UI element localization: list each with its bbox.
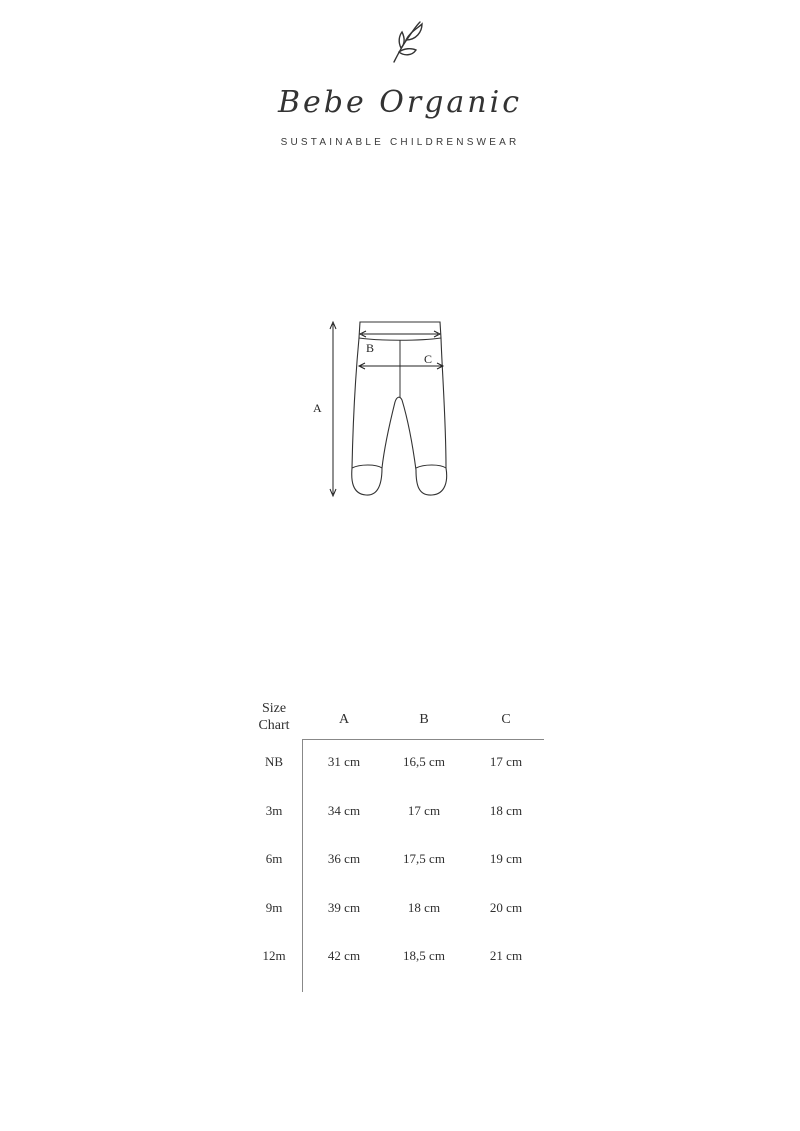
size-chart-title: Size Chart	[258, 701, 290, 733]
a-cell: 42 cm	[327, 948, 361, 963]
label-b: B	[366, 341, 375, 355]
brand-tagline: SUSTAINABLE CHILDRENSWEAR	[280, 137, 520, 148]
size-cell: 9m	[265, 899, 283, 915]
size-chart-body	[246, 754, 546, 997]
pants-measurement-diagram	[300, 310, 480, 510]
c-cell: 19 cm	[489, 851, 523, 866]
label-c: C	[424, 352, 433, 366]
b-cell: 18 cm	[407, 899, 441, 915]
a-cell: 34 cm	[327, 802, 361, 818]
column-header-b: B	[419, 712, 429, 727]
size-chart-table	[246, 700, 546, 963]
b-cell: 18,5 cm	[403, 948, 445, 963]
leaf-logo-icon	[386, 18, 426, 66]
a-cell: 39 cm	[327, 899, 361, 915]
table-row	[246, 900, 546, 949]
c-cell: 20 cm	[489, 899, 523, 915]
c-cell: 18 cm	[489, 802, 523, 818]
brand-logo-text	[270, 80, 530, 124]
table-row	[246, 851, 546, 900]
b-cell: 17 cm	[407, 802, 441, 818]
size-cell: 12m	[262, 948, 286, 963]
table-row	[246, 803, 546, 852]
brand-name: Bebe Organic	[277, 85, 523, 120]
table-row	[246, 754, 546, 803]
a-cell: 31 cm	[327, 754, 361, 769]
a-cell: 36 cm	[327, 851, 361, 866]
size-chart-header	[246, 700, 546, 740]
b-cell: 16,5 cm	[403, 754, 445, 769]
c-cell: 21 cm	[489, 948, 523, 963]
table-row	[246, 948, 546, 997]
column-header-a: A	[338, 712, 350, 727]
size-cell: 3m	[265, 802, 283, 818]
b-cell: 17,5 cm	[403, 851, 445, 866]
column-header-c: C	[501, 712, 511, 727]
header-divider	[302, 739, 544, 740]
size-cell: 6m	[265, 851, 283, 866]
label-a: A	[313, 401, 322, 415]
c-cell: 17 cm	[489, 754, 523, 769]
size-cell: NB	[264, 754, 284, 769]
